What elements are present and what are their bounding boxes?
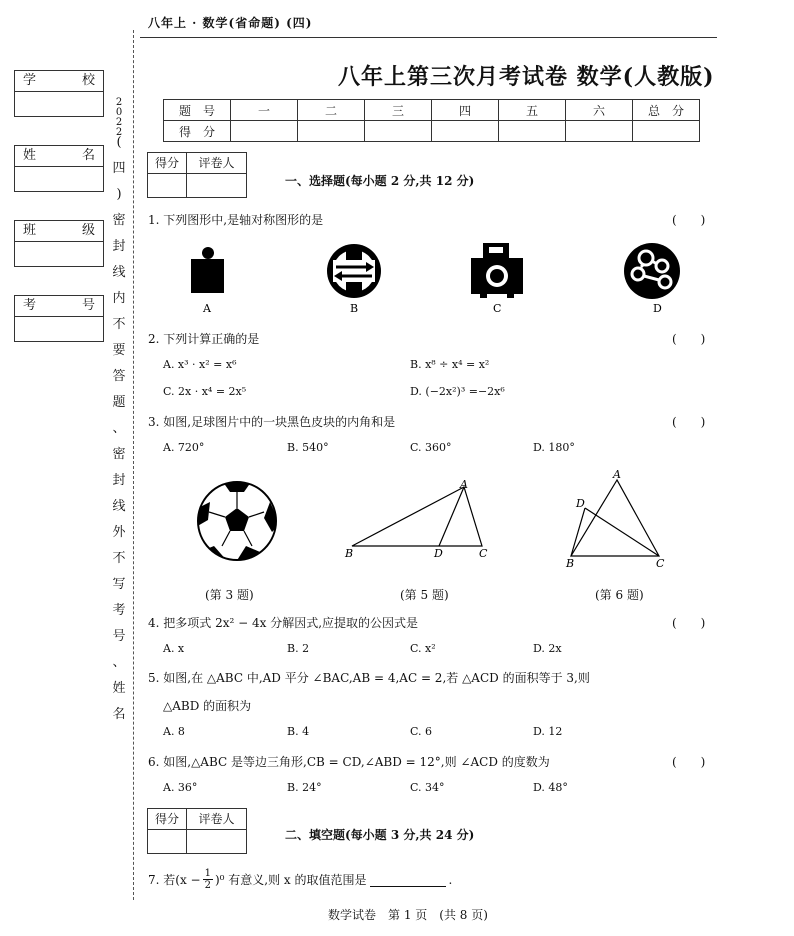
class-label-b: 级 [81, 223, 95, 238]
score-cell[interactable] [566, 121, 633, 142]
q5-option-a[interactable]: A. 8 [163, 725, 185, 738]
fig5-label-a: A [460, 478, 468, 491]
score-head-label: 题 号 [164, 100, 231, 121]
fig6-label-a: A [613, 468, 621, 481]
answer-paren-4[interactable]: ( ) [672, 616, 706, 630]
q7-fraction [203, 868, 213, 891]
seal-char: 不 [112, 551, 126, 566]
grader-score-label: 得分 [148, 153, 187, 173]
seal-char: 2 [115, 97, 123, 108]
fig5-label-d: D [434, 547, 443, 560]
seal-warning-text [112, 95, 126, 733]
grader2-name-label: 评卷人 [198, 812, 235, 826]
fig6-label-c: C [656, 557, 665, 568]
q5-option-d[interactable]: D. 12 [533, 725, 563, 738]
fig5-label-b: B [345, 547, 354, 560]
score-head-2: 二 [298, 100, 365, 121]
score-cell[interactable] [633, 121, 700, 142]
section2-heading: 二、填空题(每小题 3 分,共 24 分) [285, 828, 475, 842]
caption-q3: (第 3 题) [205, 588, 254, 602]
seal-char: 密 [112, 213, 126, 228]
score-head-6: 六 [566, 100, 633, 121]
grader-box-2 [147, 808, 247, 854]
q7-prefix: 7. 若(x − [148, 873, 201, 887]
header-rule [140, 37, 717, 38]
score-cell[interactable] [432, 121, 499, 142]
school-blank[interactable] [15, 92, 103, 116]
running-header: 八年上 · 数学(省命题) (四) [148, 16, 313, 30]
name-field[interactable] [14, 145, 104, 192]
seal-char: 0 [115, 107, 123, 118]
q7-suffix: )⁰ 有意义,则 x 的取值范围是 [214, 873, 367, 887]
class-field[interactable] [14, 220, 104, 267]
figure-c-icon [471, 243, 523, 298]
q7-answer-blank[interactable] [370, 872, 446, 887]
score-head-1: 一 [231, 100, 298, 121]
answer-paren-2[interactable]: ( ) [672, 332, 706, 346]
q1-figures [150, 236, 710, 318]
q5-option-b[interactable]: B. 4 [287, 725, 310, 738]
seal-char: 密 [112, 447, 126, 462]
score-cell[interactable] [365, 121, 432, 142]
score-cell[interactable] [298, 121, 365, 142]
grader-name-label: 评卷人 [198, 156, 235, 170]
seal-char: 线 [112, 499, 126, 514]
answer-paren-3[interactable]: ( ) [672, 415, 706, 429]
exam-title: 八年上第三次月考试卷 数学(人教版) [338, 64, 715, 90]
q3-option-a[interactable]: A. 720° [163, 441, 205, 454]
grader-name-blank[interactable] [187, 174, 246, 197]
name-label-b: 名 [81, 148, 95, 163]
q6-option-a[interactable]: A. 36° [163, 781, 198, 794]
seal-line [133, 30, 134, 900]
figure-b-icon [327, 244, 381, 298]
name-blank[interactable] [15, 167, 103, 191]
grader-score-blank[interactable] [148, 174, 187, 197]
figure-b-label: B [350, 302, 359, 315]
score-table [163, 99, 700, 142]
score-head-5: 五 [499, 100, 566, 121]
q3-option-b[interactable]: B. 540° [287, 441, 329, 454]
school-field[interactable] [14, 70, 104, 117]
figure-d-icon [624, 243, 680, 299]
seal-char: 内 [112, 291, 126, 306]
class-label-a: 班 [23, 223, 37, 238]
question-6: 6. 如图,△ABC 是等边三角形,CB = CD,∠ABD = 12°,则 ∠ACD 的度数为 [148, 755, 550, 769]
school-label-b: 校 [81, 73, 95, 88]
question-4: 4. 把多项式 2x² − 4x 分解因式,应提取的公因式是 [148, 616, 419, 630]
q6-option-b[interactable]: B. 24° [287, 781, 322, 794]
q2-option-d[interactable]: D. (−2x²)³ =−2x⁶ [410, 385, 505, 398]
q4-option-c[interactable]: C. x² [410, 642, 436, 655]
seal-char: 写 [112, 577, 126, 592]
answer-paren-1[interactable]: ( ) [672, 213, 706, 227]
q3-option-c[interactable]: C. 360° [410, 441, 452, 454]
grader2-name-blank[interactable] [187, 830, 246, 853]
figure-d-label: D [653, 302, 662, 315]
seal-char: ) [116, 187, 122, 202]
seal-char: 2 [115, 127, 123, 138]
q2-option-c[interactable]: C. 2x · x⁴ = 2x⁵ [163, 385, 247, 398]
soccer-ball-figure [196, 480, 278, 562]
q3-option-d[interactable]: D. 180° [533, 441, 575, 454]
score-head-3: 三 [365, 100, 432, 121]
class-blank[interactable] [15, 242, 103, 266]
exam-number-label-b: 号 [81, 298, 95, 313]
seal-char: 线 [112, 265, 126, 280]
q7-end: . [448, 872, 453, 887]
score-row-label: 得 分 [164, 121, 231, 142]
section1-heading: 一、选择题(每小题 2 分,共 12 分) [285, 174, 475, 188]
seal-char: 外 [112, 525, 126, 540]
score-cell[interactable] [231, 121, 298, 142]
seal-char: 题 [112, 395, 126, 410]
seal-char: 四 [112, 161, 126, 176]
fig5-label-c: C [479, 547, 488, 560]
page-footer: 数学试卷 第 1 页 (共 8 页) [328, 908, 488, 922]
q2-option-b[interactable]: B. x⁸ ÷ x⁴ = x² [410, 358, 490, 371]
score-cell[interactable] [499, 121, 566, 142]
grader2-score-label: 得分 [148, 809, 187, 829]
figure-c-label: C [493, 302, 502, 315]
school-label-a: 学 [23, 73, 37, 88]
caption-q6: (第 6 题) [595, 588, 644, 602]
q7-frac-num: 1 [204, 868, 211, 879]
question-2: 2. 下列计算正确的是 [148, 332, 260, 346]
exam-number-blank[interactable] [15, 317, 103, 341]
seal-char: ( [116, 135, 122, 150]
seal-char: 不 [112, 317, 126, 332]
exam-number-label-a: 考 [23, 298, 37, 313]
seal-char: 封 [112, 239, 126, 254]
figure-a-icon [191, 247, 224, 293]
figure-q5 [342, 478, 502, 562]
seal-char: 、 [112, 655, 126, 670]
question-5-cont: △ABD 的面积为 [163, 699, 252, 713]
score-head-total: 总 分 [633, 100, 700, 121]
caption-q5: (第 5 题) [400, 588, 449, 602]
q4-option-d[interactable]: D. 2x [533, 642, 562, 655]
seal-char: 要 [112, 343, 126, 358]
q6-option-d[interactable]: D. 48° [533, 781, 568, 794]
q6-option-c[interactable]: C. 34° [410, 781, 445, 794]
grader2-score-blank[interactable] [148, 830, 187, 853]
q5-option-c[interactable]: C. 6 [410, 725, 433, 738]
fig6-label-b: B [566, 557, 575, 568]
seal-char: 考 [112, 603, 126, 618]
figure-a-label: A [203, 302, 211, 315]
q2-option-a[interactable]: A. x³ · x² = x⁶ [163, 358, 237, 371]
exam-number-field[interactable] [14, 295, 104, 342]
seal-char: 2 [115, 117, 123, 128]
question-1: 1. 下列图形中,是轴对称图形的是 [148, 213, 324, 227]
q7-frac-den: 2 [204, 880, 211, 891]
grader-box-1 [147, 152, 247, 198]
name-label-a: 姓 [23, 148, 37, 163]
seal-char: 号 [112, 629, 126, 644]
seal-char: 名 [112, 707, 126, 722]
q4-option-b[interactable]: B. 2 [287, 642, 310, 655]
seal-char: 姓 [112, 681, 126, 696]
figure-q6 [560, 466, 670, 568]
seal-char: 、 [112, 421, 126, 436]
seal-char: 封 [112, 473, 126, 488]
question-5: 5. 如图,在 △ABC 中,AD 平分 ∠BAC,AB = 4,AC = 2,若 △ACD 的面积等于 3,则 [148, 671, 590, 685]
question-3: 3. 如图,足球图片中的一块黑色皮块的内角和是 [148, 415, 396, 429]
fig6-label-d: D [576, 497, 585, 510]
score-head-4: 四 [432, 100, 499, 121]
answer-paren-6[interactable]: ( ) [672, 755, 706, 769]
question-7 [148, 868, 452, 891]
seal-char: 答 [112, 369, 126, 384]
q4-option-a[interactable]: A. x [163, 642, 185, 655]
